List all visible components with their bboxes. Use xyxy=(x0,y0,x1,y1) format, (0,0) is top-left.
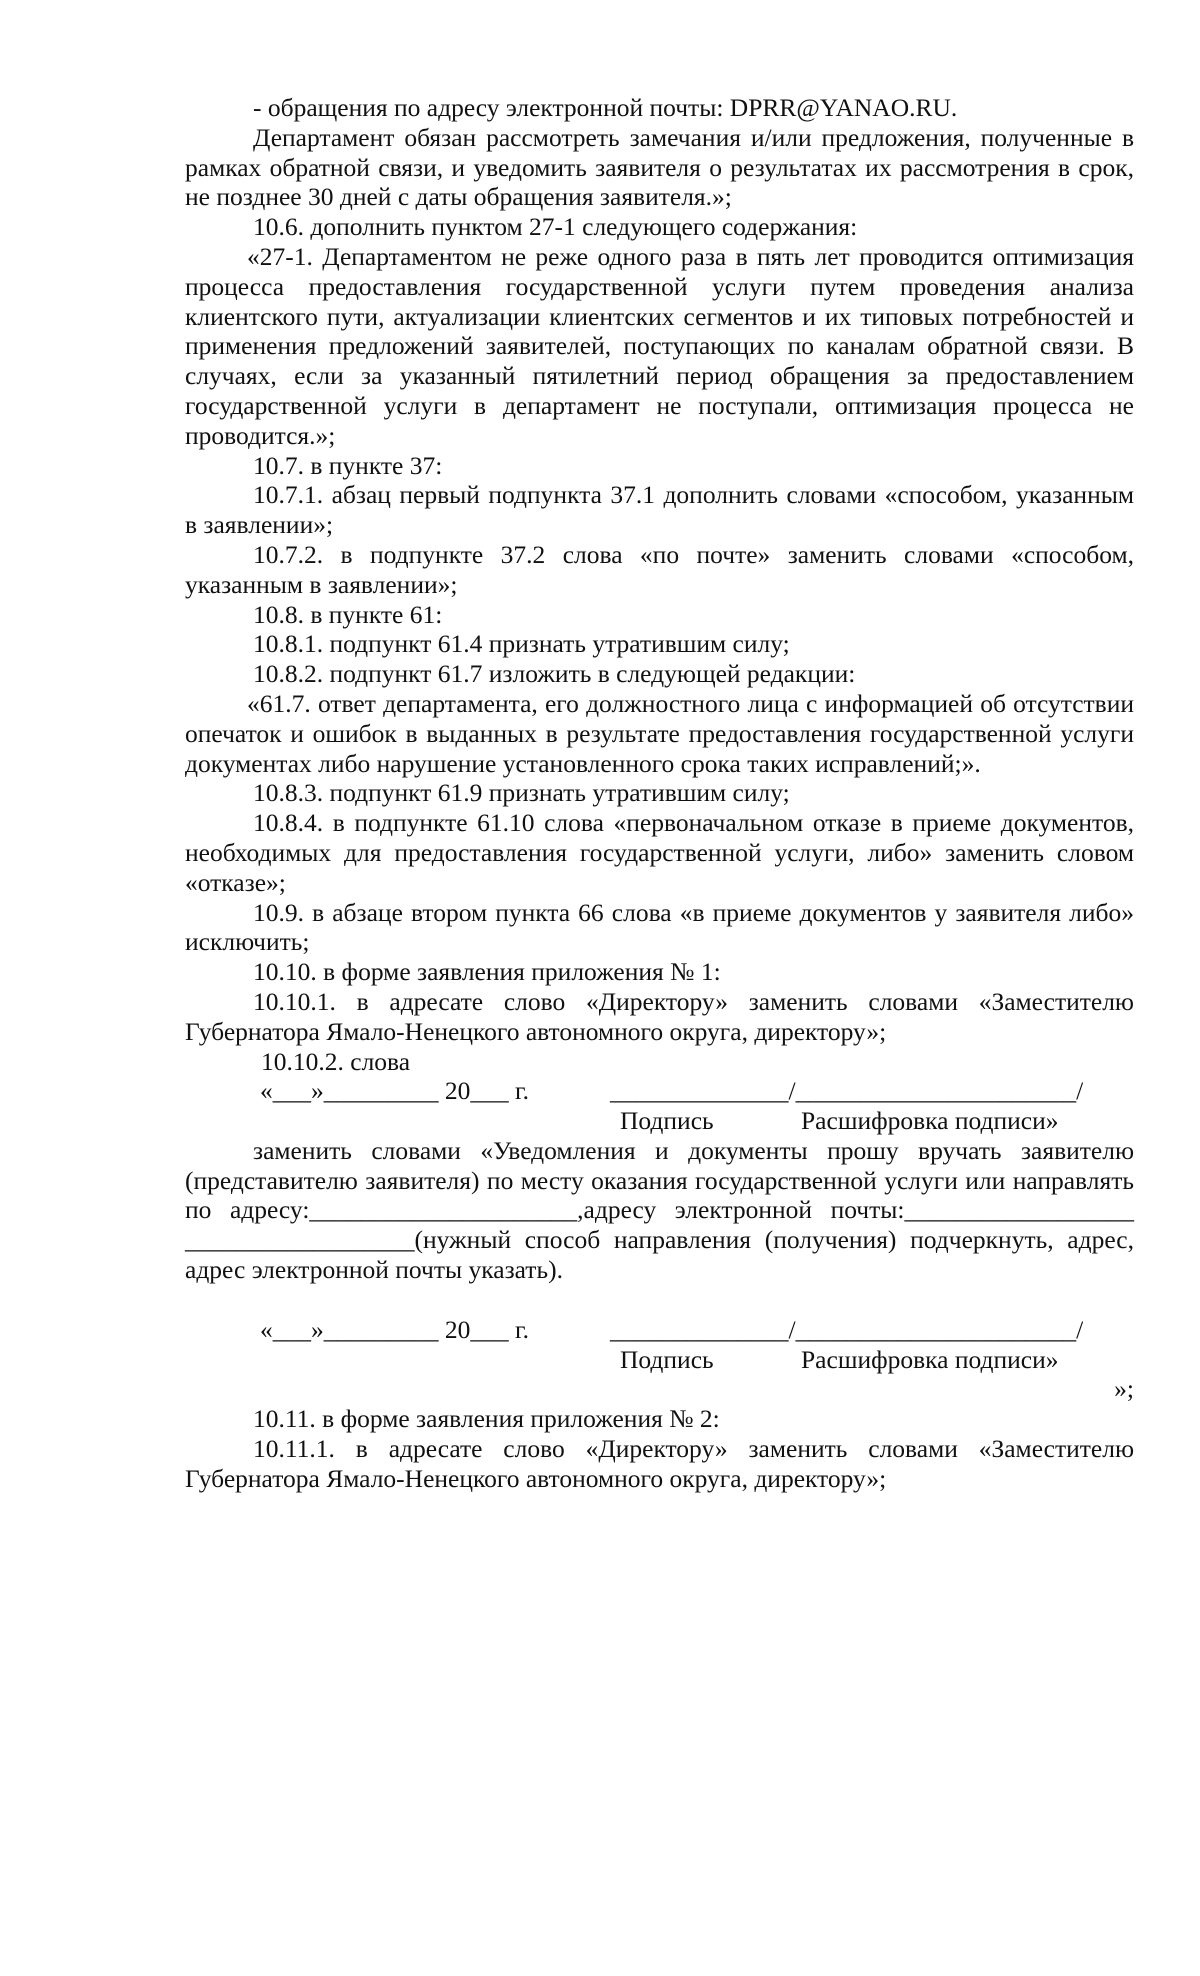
email-contact-line: - обращения по адресу электронной почты: DPRR@YANAO.RU. xyxy=(253,93,958,122)
item-10-11: 10.11. в форме заявления приложения № 2: xyxy=(253,1404,720,1434)
item-10-8-1: 10.8.1. подпункт 61.4 признать утратившим силу; xyxy=(253,629,790,659)
item-10-8-2: 10.8.2. подпункт 61.7 изложить в следующей редакции: xyxy=(253,659,856,689)
item-10-8: 10.8. в пункте 61: xyxy=(253,599,443,629)
signature-label: Подпись xyxy=(620,1106,714,1136)
signature-labels-2 xyxy=(185,1345,1134,1375)
spacer xyxy=(185,1285,1134,1315)
item-10-10-2: 10.10.2. слова xyxy=(261,1046,411,1076)
item-10-6: 10.6. дополнить пунктом 27-1 следующего содержания: xyxy=(253,212,858,242)
item-10-9: 10.9. в абзаце втором пункта 66 слова «в приеме документов у заявителя либо» исключить; xyxy=(185,897,1134,957)
item-10-7: 10.7. в пункте 37: xyxy=(253,450,443,480)
date-placeholder: «___»_________ 20___ г. xyxy=(260,1076,529,1106)
item-10-7-2: 10.7.2. в подпункте 37.2 слова «по почте» заменить словами «способом, указанным в заявлении»; xyxy=(185,539,1134,599)
date-placeholder: «___»_________ 20___ г. xyxy=(260,1314,529,1344)
closing-quote: »; xyxy=(1114,1374,1134,1404)
signature-line-1 xyxy=(185,1076,1134,1106)
signature-label: Подпись xyxy=(620,1344,714,1374)
item-10-8-4: 10.8.4. в подпункте 61.10 слова «первоначальном отказе в приеме документов, необходимых для предоставления государственной услуги, либо» заменить словом «отказе»; xyxy=(185,808,1134,897)
signature-labels-1 xyxy=(185,1106,1134,1136)
item-10-11-1: 10.11.1. в адресате слово «Директору» заменить словами «Заместителю Губернатора Ямало-Ненецкого автономного округа, директору»; xyxy=(185,1434,1134,1493)
signature-decoding-label: Расшифровка подписи» xyxy=(801,1344,1059,1374)
item-10-10-1: 10.10.1. в адресате слово «Директору» заменить словами «Заместителю Губернатора Ямало-Ненецкого автономного округа, директору»; xyxy=(185,986,1134,1046)
item-10-8-3: 10.8.3. подпункт 61.9 признать утратившим силу; xyxy=(253,778,790,808)
signature-fields: ______________/______________________/ xyxy=(610,1076,1084,1106)
document-body xyxy=(185,93,1134,1494)
signature-decoding-label: Расшифровка подписи» xyxy=(801,1106,1059,1136)
clause-27-1: «27-1. Департаментом не реже одного раза в пять лет проводится оптимизация процесса предоставления государственной услуги путем проведения анализа клиентского пути, актуализации клиентских сегментов и их типовых потребностей и применения предложений заявителей, поступающих по каналам обратной связи. В случаях, если за указанный пятилетний период обращения за предоставлением государственной услуги в департамент не поступали, оптимизация процесса не проводится.»; xyxy=(185,241,1134,450)
signature-line-2 xyxy=(185,1315,1134,1345)
item-10-7-1: 10.7.1. абзац первый подпункта 37.1 дополнить словами «способом, указанным в заявлении»; xyxy=(185,480,1134,540)
replacement-text: заменить словами «Уведомления и документы прошу вручать заявителю (представителю заявителя) по месту оказания государственной услуги или направлять по адресу:_____________________,адресу электронной почты:__________________ __________________(нужный способ направления (получения) подчеркнуть, адрес, адрес электронной почты указать). xyxy=(185,1135,1134,1285)
item-10-10: 10.10. в форме заявления приложения № 1: xyxy=(253,957,721,987)
paragraph-feedback-review: Департамент обязан рассмотреть замечания и/или предложения, полученные в рамках обратной связи, и уведомить заявителя о результатах их рассмотрения в срок, не позднее 30 дней с даты обращения заявителя.»; xyxy=(185,122,1134,212)
clause-61-7: «61.7. ответ департамента, его должностного лица с информацией об отсутствии опечаток и ошибок в выданных в результате предоставления государственной услуги документах либо нарушение установленного срока таких исправлений;». xyxy=(185,688,1134,778)
signature-fields: ______________/______________________/ xyxy=(610,1314,1084,1344)
